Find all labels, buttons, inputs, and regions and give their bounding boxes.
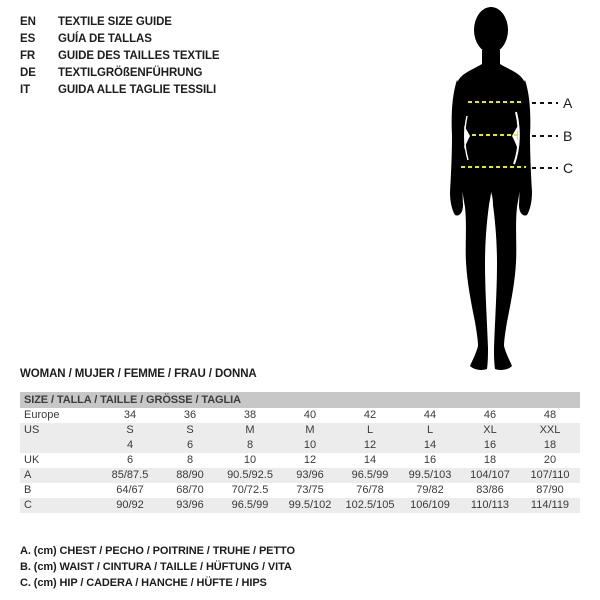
language-title: GUIDA ALLE TAGLIE TESSILI: [58, 84, 217, 96]
table-cell: 87/90: [536, 484, 564, 496]
table-cell: 110/113: [470, 499, 510, 511]
table-cell: 99.5/103: [408, 469, 452, 481]
table-cell: 16: [423, 454, 437, 466]
table-cell: 10: [303, 439, 317, 451]
table-cell: L: [426, 424, 434, 436]
table-cell: 93/96: [176, 499, 204, 511]
row-label: US: [24, 424, 40, 436]
table-cell: 93/96: [296, 469, 324, 481]
table-cell: 6: [186, 439, 194, 451]
language-row-es: [20, 31, 220, 48]
measure-label-a: A: [563, 95, 573, 111]
table-cell: 4: [126, 439, 134, 451]
table-cell: 18: [483, 454, 497, 466]
table-cell: 76/78: [356, 484, 384, 496]
table-cell: 18: [543, 439, 557, 451]
language-code: EN: [20, 16, 36, 28]
row-label: B: [24, 484, 32, 496]
table-cell: 90.5/92.5: [227, 469, 273, 481]
table-cell: 38: [243, 409, 257, 421]
language-code: IT: [20, 84, 31, 96]
table-cell: 99.5/102: [288, 499, 332, 511]
language-title: TEXTILE SIZE GUIDE: [58, 16, 172, 28]
measurement-figure: [410, 0, 580, 375]
table-cell: M: [245, 424, 255, 436]
size-table: [20, 392, 580, 513]
language-title: TEXTILGRÖßENFÜHRUNG: [58, 67, 203, 79]
table-cell: 44: [423, 409, 437, 421]
language-title-list: [20, 14, 220, 99]
table-cell: 42: [363, 409, 377, 421]
table-cell: 73/75: [296, 484, 324, 496]
table-cell: 34: [123, 409, 137, 421]
language-row-en: [20, 14, 220, 31]
table-cell: 36: [183, 409, 197, 421]
legend-waist: B. (cm) WAIST / CINTURA / TAILLE / HÜFTUNG / VITA: [20, 561, 292, 573]
language-row-it: [20, 82, 220, 99]
table-cell: M: [305, 424, 315, 436]
table-cell: S: [186, 424, 194, 436]
row-label: UK: [24, 454, 40, 466]
woman-silhouette-icon: [410, 0, 580, 375]
size-table-header: SIZE / TALLA / TAILLE / GRÖSSE / TAGLIA: [20, 392, 580, 408]
table-cell: 106/109: [410, 499, 450, 511]
row-label: Europe: [24, 409, 60, 421]
language-code: DE: [20, 67, 36, 79]
measure-label-c: C: [563, 160, 574, 176]
size-table-body: [20, 408, 580, 513]
table-row: [20, 408, 580, 423]
table-cell: 107/110: [530, 469, 570, 481]
table-row: [20, 498, 580, 513]
table-row: [20, 453, 580, 468]
measure-label-b: B: [563, 128, 573, 144]
language-title: GUÍA DE TALLAS: [58, 33, 152, 45]
row-label: [20, 438, 100, 453]
table-row: [20, 483, 580, 498]
silhouette-right-arm: [518, 80, 532, 216]
table-cell: 64/67: [116, 484, 144, 496]
table-cell: 104/107: [470, 469, 510, 481]
table-cell: 96.5/99: [231, 499, 269, 511]
table-cell: 46: [483, 409, 497, 421]
table-cell: XL: [483, 424, 497, 436]
table-cell: 90/92: [116, 499, 144, 511]
measurement-legend: [20, 543, 295, 591]
language-code: ES: [20, 33, 36, 45]
table-cell: 10: [243, 454, 257, 466]
row-label: C: [24, 499, 32, 511]
table-cell: 79/82: [416, 484, 444, 496]
table-row: [20, 423, 580, 438]
table-cell: S: [126, 424, 134, 436]
table-cell: 20: [543, 454, 557, 466]
table-cell: 8: [186, 454, 194, 466]
table-cell: 96.5/99: [351, 469, 389, 481]
gender-section-title: WOMAN / MUJER / FEMME / FRAU / DONNA: [20, 368, 257, 380]
table-cell: 102.5/105: [345, 499, 395, 511]
table-cell: 88/90: [176, 469, 204, 481]
table-cell: 48: [543, 409, 557, 421]
table-cell: L: [366, 424, 374, 436]
language-row-de: [20, 65, 220, 82]
silhouette-head: [474, 7, 508, 53]
silhouette-left-arm: [450, 80, 464, 216]
table-cell: 68/70: [176, 484, 204, 496]
table-cell: 12: [303, 454, 317, 466]
table-cell: 114/119: [530, 499, 570, 511]
table-cell: 6: [126, 454, 134, 466]
legend-hip: C. (cm) HIP / CADERA / HANCHE / HÜFTE / HIPS: [20, 577, 267, 589]
table-cell: 40: [303, 409, 317, 421]
table-row: [20, 468, 580, 483]
language-title: GUIDE DES TAILLES TEXTILE: [58, 50, 220, 62]
table-cell: 12: [363, 439, 377, 451]
table-row: [20, 438, 580, 453]
table-cell: XXL: [539, 424, 561, 436]
table-cell: 70/72.5: [231, 484, 269, 496]
table-cell: 14: [363, 454, 377, 466]
table-cell: 85/87.5: [111, 469, 149, 481]
table-cell: 8: [246, 439, 254, 451]
language-code: FR: [20, 50, 36, 62]
language-row-fr: [20, 48, 220, 65]
table-cell: 83/86: [476, 484, 504, 496]
row-label: A: [24, 469, 32, 481]
legend-chest: A. (cm) CHEST / PECHO / POITRINE / TRUHE / PETTO: [20, 545, 295, 557]
table-cell: 14: [423, 439, 437, 451]
table-cell: 16: [483, 439, 497, 451]
silhouette-body: [455, 50, 528, 370]
